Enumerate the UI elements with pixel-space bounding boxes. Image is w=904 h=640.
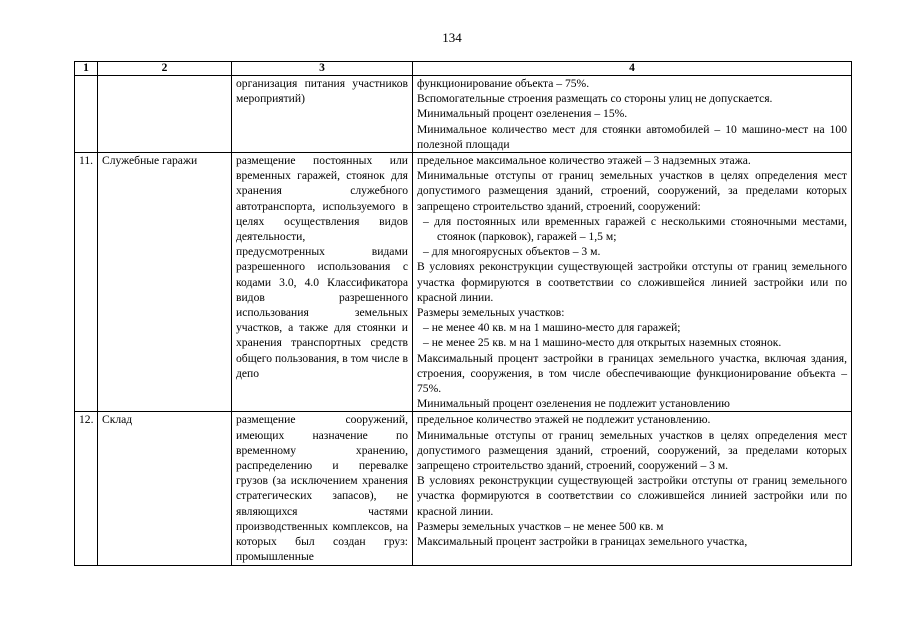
use-description-paragraph: организация питания участников мероприятий) xyxy=(236,77,408,106)
row-number: 12. xyxy=(75,412,98,565)
column-header: 2 xyxy=(98,62,232,76)
use-description xyxy=(232,76,413,153)
table-header-row xyxy=(75,62,852,76)
table-row xyxy=(75,76,852,153)
use-description-paragraph: размещение сооружений, имеющих назначение по временному хранению, распределению и перевалке грузов (за исключением хранения стратегических запасов), не являющихся частями производственных комплексов, на которых был создан груз: промышленные xyxy=(236,413,408,564)
parameter-paragraph: Вспомогательные строения размещать со стороны улиц не допускается. xyxy=(417,92,773,106)
use-description xyxy=(232,412,413,565)
land-use-name xyxy=(98,76,232,153)
column-header: 3 xyxy=(232,62,413,76)
parameter-paragraph: Минимальные отступы от границ земельных участков в целях определения мест допустимого размещения зданий, строений, сооружений, за пределами которых запрещено строительство зданий, строений, сооружений – 3 м. xyxy=(417,428,847,473)
row-number: 11. xyxy=(75,153,98,412)
row-number xyxy=(75,76,98,153)
table-row xyxy=(75,153,852,412)
parameter-paragraph: Минимальный процент озеленения – 15%. xyxy=(417,107,628,121)
parameter-paragraph: Максимальный процент застройки в границах земельного участка, включая здания, строения, сооружения, в том числе обеспечивающие функционирование объекта – 75%. xyxy=(417,351,847,396)
parameter-paragraph: Размеры земельных участков – не менее 500 кв. м xyxy=(417,519,664,533)
page-number: 134 xyxy=(442,30,462,45)
parameter-paragraph: предельное количество этажей не подлежит установлению. xyxy=(417,413,711,427)
parameter-list-item: – для многоярусных объектов – 3 м. xyxy=(423,245,601,259)
parameter-paragraph: Максимальный процент застройки в границах земельного участка, xyxy=(417,535,748,549)
regulations-table xyxy=(74,61,852,566)
parameters-cell xyxy=(413,412,852,565)
column-header: 4 xyxy=(413,62,852,76)
parameter-paragraph: Минимальный процент озеленения не подлежит установлению xyxy=(417,397,730,411)
parameter-list-item: – не менее 40 кв. м на 1 машино-место для гаражей; xyxy=(423,321,681,335)
parameter-paragraph: Минимальные отступы от границ земельных участков в целях определения мест допустимого размещения зданий, строений, сооружений, за пределами которых запрещено строительство зданий, строений, сооружений: xyxy=(417,169,847,213)
land-use-name: Склад xyxy=(98,412,232,565)
use-description xyxy=(232,153,413,412)
parameter-paragraph: Минимальное количество мест для стоянки автомобилей – 10 машино-мест на 100 полезной площади xyxy=(417,122,847,151)
parameters-cell xyxy=(413,76,852,153)
column-header: 1 xyxy=(75,62,98,76)
parameter-paragraph: В условиях реконструкции существующей застройки отступы от границ земельного участка формируются в соответствии со сложившейся линией застройки или по красной линии. xyxy=(417,260,847,304)
parameter-paragraph: В условиях реконструкции существующей застройки отступы от границ земельного участка формируются в соответствии со сложившейся линией застройки или по красной линии. xyxy=(417,474,847,518)
parameter-paragraph: Размеры земельных участков: xyxy=(417,306,565,320)
parameter-list-item: – не менее 25 кв. м на 1 машино-место для открытых наземных стоянок. xyxy=(423,336,782,350)
use-description-paragraph: предусмотренных видами разрешенного использования с кодами 3.0, 4.0 Классификатора видов разрешенного использования земельных участков, а также для стоянки и хранения транспортных средств общего пользования, в том числе в депо xyxy=(236,245,408,380)
table-row xyxy=(75,412,852,565)
land-use-name: Служебные гаражи xyxy=(98,153,232,412)
use-description-paragraph: размещение постоянных или временных гаражей, стоянок для хранения служебного автотранспорта, используемого в целях осуществления видов деятельности, xyxy=(236,154,408,244)
parameter-paragraph: функционирование объекта – 75%. xyxy=(417,77,590,90)
parameter-paragraph: предельное максимальное количество этажей – 3 надземных этажа. xyxy=(417,154,751,168)
parameters-cell xyxy=(413,153,852,412)
parameter-list-item: – для постоянных или временных гаражей с несколькими стояночными местами, стоянок (парковок), гаражей – 1,5 м; xyxy=(423,214,847,244)
